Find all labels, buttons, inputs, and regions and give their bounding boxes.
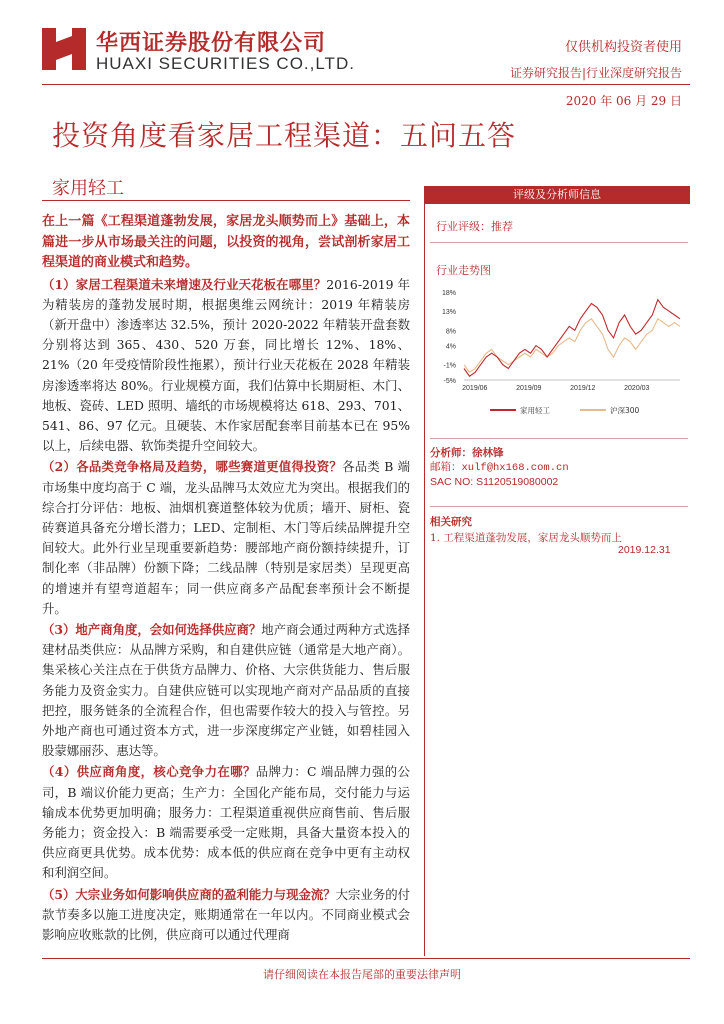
related-research-date: 2019.12.31 [618, 544, 671, 556]
section-2 [42, 457, 410, 619]
y-tick-label: -1% [443, 362, 456, 370]
section-5 [42, 885, 410, 946]
sac-line [430, 475, 569, 489]
question-1: （1）家居工程渠道未来增速及行业天花板在哪里？ [42, 276, 327, 292]
rating-value: 推荐 [491, 220, 513, 233]
y-tick-label: 4% [445, 343, 456, 351]
sac-number: S1120519080002 [476, 476, 559, 488]
answer-4: 品牌力：C 端品牌力强的公司，B 端议价能力更高；生产力：全国化产能布局，交付能力与运输成本优势更加明确；服务力：工程渠道重视供应商售前、售后服务能力；资金投入：B 端需要承受一定账期，具备大量资本投入的供应商更具优势。成本优势：成本低的供应商在竞争中更有主动权和利润空间。 [42, 764, 410, 881]
email-label: 邮箱： [430, 461, 462, 473]
x-tick-label: 2019/12 [570, 385, 596, 392]
series-line-csi300 [464, 319, 680, 373]
answer-5: 大宗业务的付款节奏多以施工进度决定，账期通常在一年以内。不同商业模式会影响应收账款的比例，供应商可以通过代理商 [42, 886, 411, 942]
analyst-email[interactable]: xulf@hx168.com.cn [461, 462, 569, 474]
rating-label: 行业评级： [436, 220, 491, 233]
section-3 [42, 620, 410, 761]
report-type: 证券研究报告|行业深度研究报告 [509, 66, 682, 80]
answer-3: 地产商会通过两种方式选择建材品类供应：从品牌方采购，和自建供应链（通常是大地产商）。集采核心关注点在于供货方品牌力、价格、大宗供货能力、售后服务能力及资金实力。自建供应链可以实现地产商对产品品质的直接把控，服务链条的全流程合作，但也需要作较大的投入与管控。另外地产商也可通过资本方式，进一步深度绑定产业链，如碧桂园入股蒙娜丽莎、惠达等。 [42, 621, 411, 759]
panel-divider [430, 438, 688, 439]
analyst-line [430, 446, 569, 460]
y-tick-label: 13% [441, 309, 456, 317]
section-1 [42, 275, 410, 457]
x-tick-label: 2019/09 [516, 385, 542, 392]
related-research-title: 相关研究 [430, 516, 472, 528]
company-name-cn: 华西证券股份有限公司 [96, 30, 327, 56]
email-line [430, 460, 569, 475]
panel-header: 评级及分析师信息 [424, 186, 690, 204]
sector-divider [42, 200, 410, 201]
y-tick-label: 8% [445, 328, 456, 336]
series-line-home-light-industry [464, 300, 680, 377]
answer-2: 各品类 B 端市场集中度均高于 C 端，龙头品牌马太效应尤为突出。根据我们的综合打分评估：地板、油烟机赛道整体较为优质；墙开、厨柜、瓷砖赛道具备充分增长潜力；LED、定制柜、木门等后续品牌提升空间较大。此外行业呈现重要新趋势：腰部地产商份额持续提升，订制化率（非品牌）份额下降；二线品牌（特别是家居类）呈现更高的增速并有望弯道超车；同一供应商多产品配套率预计会不断提升。 [42, 459, 411, 616]
x-tick-label: 2019/06 [462, 385, 488, 392]
industry-rating [436, 218, 513, 234]
legend-label: 沪深300 [610, 406, 640, 415]
audience-note: 仅供机构投资者使用 [564, 40, 682, 55]
x-tick-label: 2020/03 [624, 385, 650, 392]
panel-border [424, 204, 425, 956]
header-divider [42, 84, 690, 85]
company-logo-icon [42, 28, 86, 70]
question-4: （4）供应商角度，核心竞争力在哪？ [42, 764, 256, 780]
publish-date: 2020 年 06 月 29 日 [565, 94, 682, 108]
lead-paragraph: 在上一篇《工程渠道蓬勃发展，家居龙头顺势而上》基础上，本篇进一步从市场最关注的问题，以投资的视角，尝试剖析家居工程渠道的商业模式和趋势。 [42, 214, 410, 270]
y-tick-label: 18% [441, 290, 456, 297]
section-4 [42, 762, 410, 883]
related-research-link[interactable]: 1. 工程渠道蓬勃发展，家居龙头顺势而上 [430, 532, 622, 544]
footer-divider [42, 958, 690, 959]
legend-label: 家用轻工 [520, 406, 550, 415]
question-2: （2）各品类竞争格局及趋势，哪些赛道更值得投资？ [42, 459, 343, 475]
sector-label: 家用轻工 [52, 178, 124, 199]
legal-disclaimer: 请仔细阅读在本报告尾部的重要法律声明 [263, 968, 461, 981]
industry-trend-chart [430, 284, 690, 434]
question-3: （3）地产商角度，会如何选择供应商？ [42, 621, 262, 637]
trend-label: 行业走势图 [436, 264, 491, 277]
sac-label: SAC NO: [430, 476, 474, 488]
question-5: （5）大宗业务如何影响供应商的盈利能力与现金流？ [42, 886, 336, 902]
company-name-en: HUAXI SECURITIES CO.,LTD. [96, 54, 355, 73]
y-tick-label: -5% [443, 378, 456, 385]
report-body [42, 212, 410, 946]
analyst-info [430, 446, 569, 489]
analyst-name: 徐林锋 [472, 447, 504, 459]
answer-1: 2016-2019 年为精装房的蓬勃发展时期，根据奥维云网统计：2019 年精装房（新开盘中）渗透率达 32.5%，预计 2020-2022 年精装开盘套数分别将达到 365、430、520 万套，同比增长 12%、18%、21%（20 年受疫情阶段性拖累），预计行业天花板在 2028 年精装房渗透率将达 80%。行业规模方面，我们估算中长期厨柜、木门、地板、瓷砖、LED 照明、墙纸的市场规模将达 618、293、701、541、86、97 亿元。且硬装、木作家居配套率目前基本已在 95%以上，后续电器、软饰类提升空间较大。 [42, 276, 410, 454]
report-title: 投资角度看家居工程渠道：五问五答 [52, 119, 517, 152]
panel-divider [430, 506, 688, 507]
analyst-label: 分析师： [430, 447, 472, 459]
panel-divider [430, 242, 688, 243]
